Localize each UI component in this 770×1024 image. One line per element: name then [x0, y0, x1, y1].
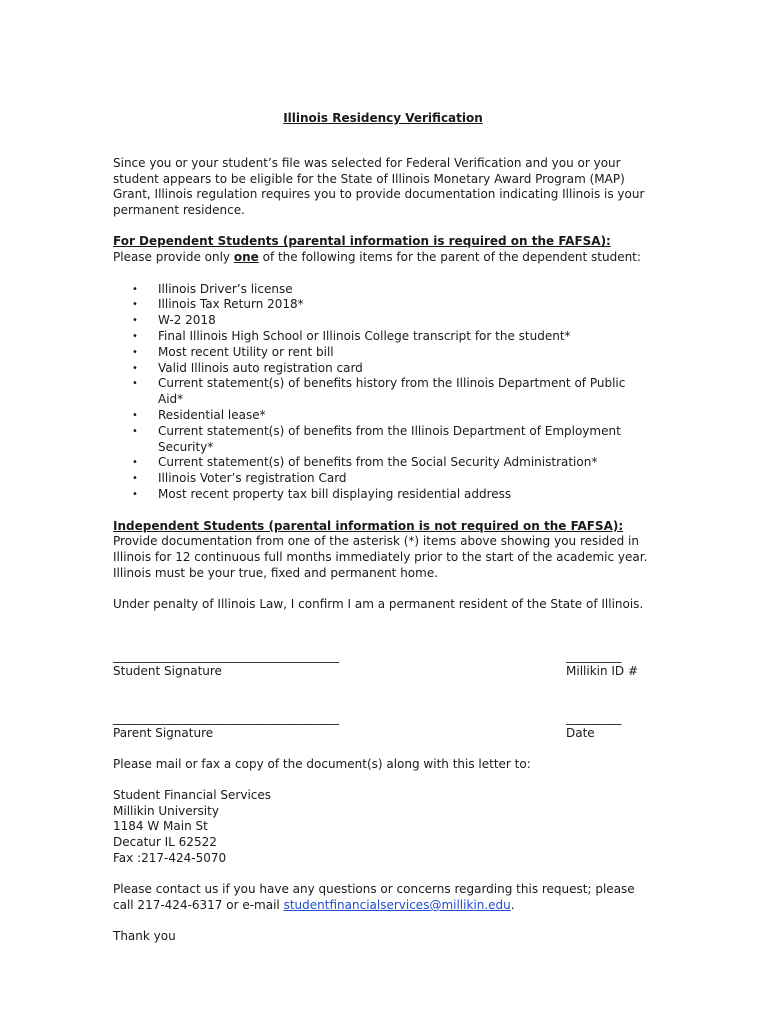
- fax-line: Fax :217-424-5070: [113, 850, 227, 865]
- list-item: [113, 329, 653, 345]
- mail-instruction: Please mail or fax a copy of the document(s) along with this letter to:: [113, 756, 531, 771]
- bullet-icon: •: [132, 473, 138, 485]
- list-item-text: Valid Illinois auto registration card: [158, 360, 363, 375]
- document-title: Illinois Residency Verification: [283, 111, 483, 125]
- list-item: [113, 345, 653, 361]
- student-signature-block: [113, 649, 339, 679]
- dependent-students-paragraph: [113, 234, 653, 265]
- student-signature-row: [113, 649, 653, 681]
- list-item: [113, 424, 653, 456]
- list-item: [113, 487, 653, 503]
- list-item: [113, 313, 653, 329]
- bullet-icon: •: [132, 362, 138, 374]
- signature-spacer: [113, 681, 653, 711]
- email-link[interactable]: studentfinancialservices@millikin.edu: [283, 897, 511, 912]
- dependent-emphasis: one: [233, 249, 259, 264]
- parent-signature-block: [113, 711, 339, 741]
- bullet-icon: •: [132, 283, 138, 295]
- address-line: Millikin University: [113, 803, 219, 818]
- millikin-id-block: [566, 649, 638, 679]
- student-signature-label: Student Signature: [113, 663, 222, 678]
- contact-after: .: [510, 897, 515, 912]
- bullet-icon: •: [132, 425, 138, 437]
- contact-paragraph: [113, 882, 653, 913]
- acceptable-documents-list: [113, 282, 653, 503]
- bullet-icon: •: [132, 299, 138, 311]
- parent-signature-label: Parent Signature: [113, 725, 214, 740]
- parent-signature-line[interactable]: _________________________________________: [113, 710, 339, 725]
- intro-paragraph: Since you or your student’s file was selected for Federal Verification and you or your student appears to be eligible for the State of Illinois Monetary Award Program (MAP) Grant, Illinois regulation requires you to provide documentation indicating Illinois is your permanent residence.: [113, 156, 645, 217]
- bullet-icon: •: [132, 409, 138, 421]
- address-line: Decatur IL 62522: [113, 835, 217, 850]
- millikin-id-line[interactable]: __________: [566, 648, 621, 663]
- list-item-text: Illinois Tax Return 2018*: [158, 297, 304, 312]
- independent-text: Provide documentation from one of the asterisk (*) items above showing you resided in Illinois for 12 continuous full months immediately prior to the start of the academic year. Illinois must be your true, fixed and permanent home.: [113, 534, 648, 580]
- closing: Thank you: [113, 929, 176, 944]
- dependent-text-after: of the following items for the parent of the dependent student:: [258, 249, 641, 264]
- list-item: [113, 376, 653, 408]
- contact-text: Please contact us if you have any questions or concerns regarding this request; please call 217-424-6317 or e-mail: [113, 882, 635, 912]
- date-block: [566, 711, 621, 741]
- bullet-icon: •: [132, 488, 138, 500]
- list-item: [113, 282, 653, 298]
- list-item-text: Current statement(s) of benefits from the Illinois Department of Employment Security*: [158, 423, 621, 454]
- list-item-text: Residential lease*: [158, 407, 266, 422]
- list-item-text: Illinois Voter’s registration Card: [158, 471, 347, 486]
- address-line: Student Financial Services: [113, 788, 272, 803]
- list-item-text: Illinois Driver’s license: [158, 281, 293, 296]
- address-line: 1184 W Main St: [113, 819, 208, 834]
- date-line[interactable]: __________: [566, 710, 621, 725]
- list-item-text: Most recent property tax bill displaying residential address: [158, 486, 512, 501]
- list-item-text: Final Illinois High School or Illinois College transcript for the student*: [158, 328, 571, 343]
- bullet-icon: •: [132, 346, 138, 358]
- list-item-text: Current statement(s) of benefits from the Social Security Administration*: [158, 455, 598, 470]
- bullet-icon: •: [132, 457, 138, 469]
- list-item-text: W-2 2018: [158, 313, 216, 328]
- document-page: [113, 110, 653, 945]
- student-signature-line[interactable]: _________________________________________: [113, 648, 339, 663]
- dependent-students-heading: For Dependent Students (parental information is required on the FAFSA):: [113, 234, 611, 249]
- parent-signature-row: [113, 711, 653, 743]
- list-item: [113, 361, 653, 377]
- dependent-text-before: Please provide only: [113, 249, 234, 264]
- list-item: [113, 408, 653, 424]
- list-item: [113, 455, 653, 471]
- list-item-text: Most recent Utility or rent bill: [158, 344, 334, 359]
- list-item: [113, 471, 653, 487]
- bullet-icon: •: [132, 378, 138, 390]
- mailing-address: [113, 788, 653, 866]
- independent-students-heading: Independent Students (parental information is not required on the FAFSA):: [113, 518, 624, 533]
- list-item-text: Current statement(s) of benefits history from the Illinois Department of Public Aid*: [158, 376, 626, 407]
- bullet-icon: •: [132, 315, 138, 327]
- independent-students-paragraph: [113, 519, 653, 581]
- residency-confirmation: Under penalty of Illinois Law, I confirm I am a permanent resident of the State of Illinois.: [113, 597, 644, 612]
- list-item: [113, 297, 653, 313]
- date-label: Date: [566, 725, 595, 740]
- bullet-icon: •: [132, 330, 138, 342]
- millikin-id-label: Millikin ID #: [566, 663, 639, 678]
